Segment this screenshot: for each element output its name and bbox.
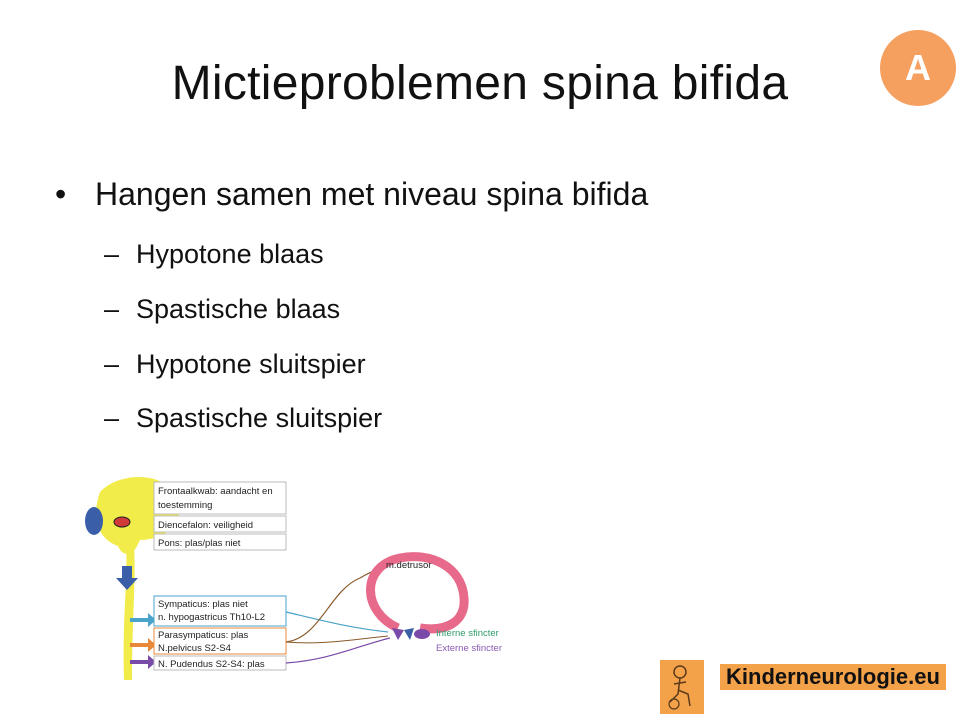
dash-icon: – (104, 349, 120, 379)
label-frontaalkwab-2: toestemming (158, 500, 213, 511)
dash-icon: – (104, 294, 120, 324)
slide-badge: A (880, 30, 956, 106)
bullet-dot-icon: • (55, 176, 67, 212)
sub-bullet-text: Hypotone blaas (136, 239, 324, 269)
sub-bullet-text: Spastische blaas (136, 294, 341, 324)
kinderneurologie-logo-image (660, 660, 704, 714)
label-detrusor: m.detrusor (386, 560, 432, 571)
label-interne-sfincter: Interne sfincter (436, 628, 499, 639)
label-parasympaticus: Parasympaticus: plas (158, 630, 249, 641)
figure-icon (660, 660, 704, 714)
label-pons: Pons: plas/plas niet (158, 538, 241, 549)
label-pudendus: N. Pudendus S2-S4: plas (158, 659, 265, 670)
spinal-cord (124, 545, 135, 680)
label-sympaticus-2: n. hypogastricus Th10-L2 (158, 612, 266, 623)
label-externe-sfincter: Externe sfincter (436, 643, 502, 654)
frontal-lobe-icon (85, 507, 103, 535)
label-diencefalon: Diencefalon: veiligheid (158, 520, 254, 531)
descending-arrow-icon (116, 566, 138, 590)
nerve-arrows (130, 613, 156, 669)
sfincter-icon (404, 628, 414, 640)
label-frontaalkwab: Frontaalkwab: aandacht en (158, 486, 273, 497)
bullet-main-text: Hangen samen met niveau spina bifida (95, 176, 649, 212)
label-boxes (154, 482, 286, 670)
sub-bullet-text: Spastische sluitspier (136, 403, 383, 433)
diencephalon-icon (114, 517, 130, 527)
dash-icon: – (104, 403, 120, 433)
bladder-illustration (371, 557, 503, 654)
externe-sfincter-icon (392, 628, 404, 640)
sympaticus-arrow-icon (130, 613, 156, 627)
pudendus-arrow-icon (130, 655, 156, 669)
parasympaticus-arrow-icon (130, 638, 156, 652)
sub-bullet-text: Hypotone sluitspier (136, 349, 366, 379)
interne-sfincter-icon (414, 629, 430, 639)
slide-title: Mictieproblemen spina bifida (171, 57, 789, 110)
kinderneurologie-logo-text[interactable]: Kinderneurologie.eu (720, 664, 946, 690)
label-parasympaticus-2: N.pelvicus S2-S4 (158, 643, 231, 654)
dash-icon: – (104, 239, 120, 269)
label-sympaticus: Sympaticus: plas niet (158, 599, 248, 610)
